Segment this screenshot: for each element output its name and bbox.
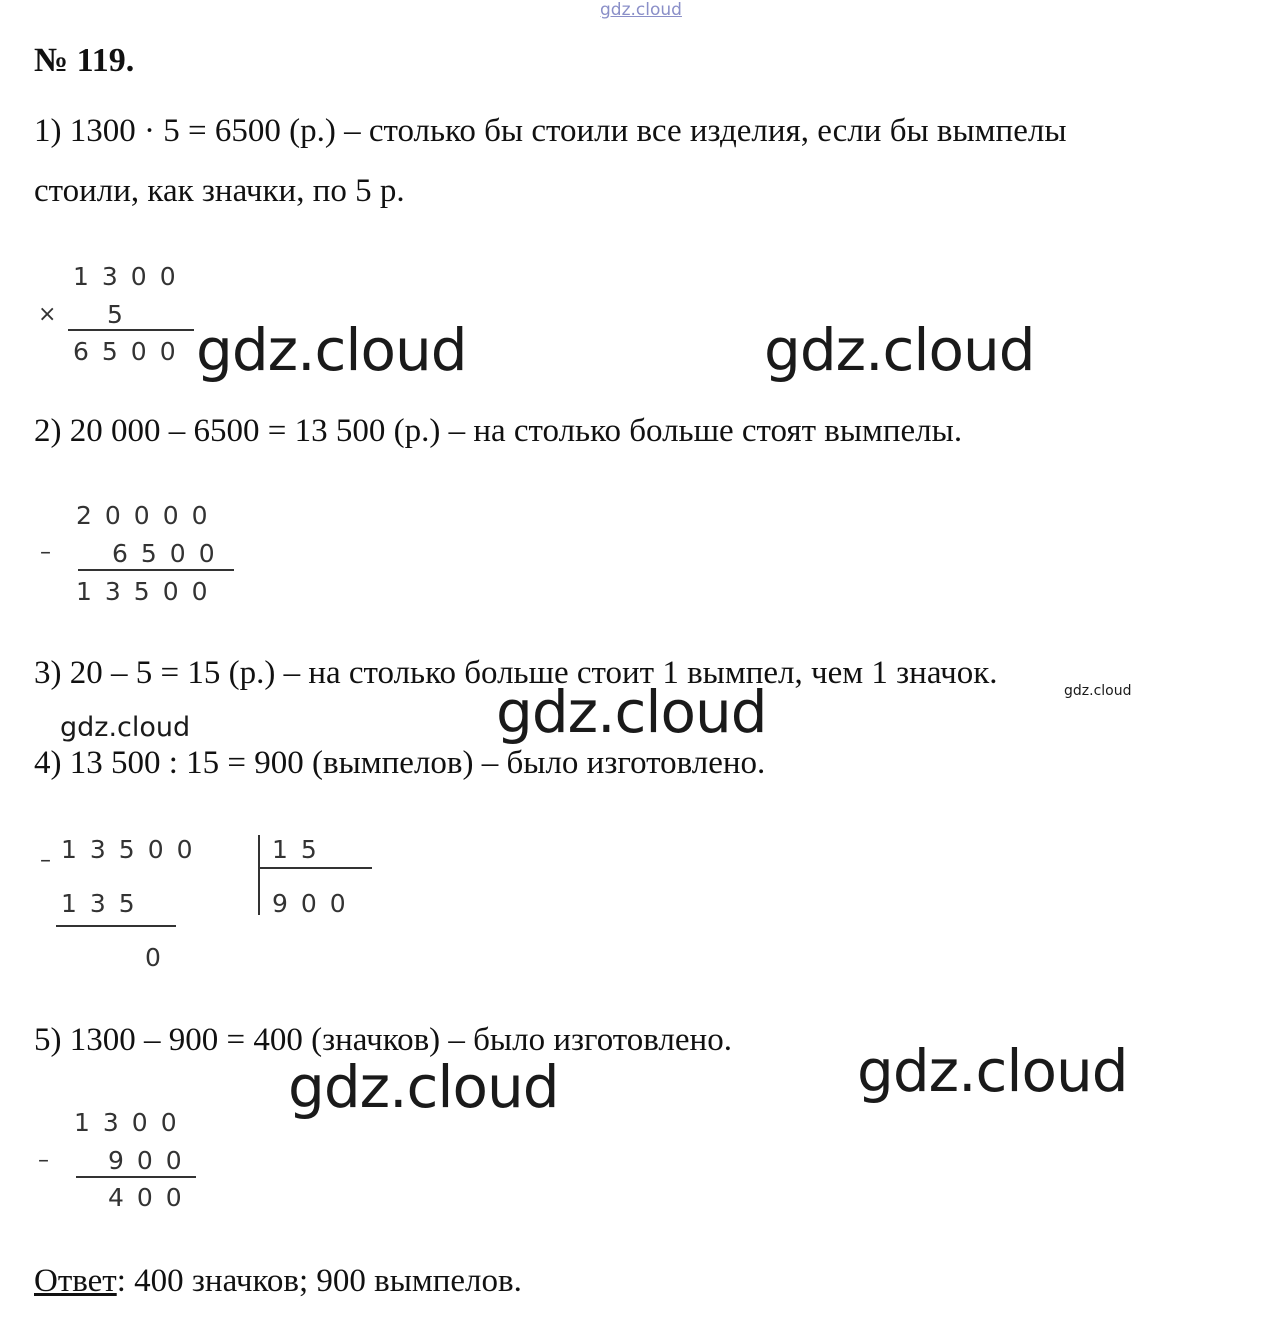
sub1-line xyxy=(78,569,234,571)
sub1-top: 20000 xyxy=(76,501,221,530)
division-quotient: 900 xyxy=(272,889,359,918)
watermark-logo: gdz.cloud xyxy=(496,678,767,746)
division-divisor-line xyxy=(258,867,372,869)
multiply-sign: × xyxy=(38,302,57,327)
site-link[interactable]: gdz.cloud xyxy=(600,0,682,20)
answer-text: : 400 значков; 900 вымпелов. xyxy=(116,1263,522,1299)
step-3-line: 3) 20 – 5 = 15 (р.) – на столько больше стоит 1 вымпел, чем 1 значок. xyxy=(34,655,998,691)
division-remainder: 0 xyxy=(145,943,174,972)
problem-title: № 119. xyxy=(34,42,135,79)
sub2-top: 1300 xyxy=(74,1108,190,1137)
mult-top: 1300 xyxy=(73,262,189,291)
minus-sign: – xyxy=(40,540,51,565)
mult-line xyxy=(68,329,194,331)
mult-bottom: 5 xyxy=(107,300,136,329)
step-5-line: 5) 1300 – 900 = 400 (значков) – было изготовлено. xyxy=(34,1022,732,1058)
division-minus-sign: – xyxy=(40,848,51,873)
sub2-bottom: 900 xyxy=(108,1146,195,1175)
step-2-line: 2) 20 000 – 6500 = 13 500 (р.) – на столько больше стоят вымпелы. xyxy=(34,413,963,449)
sub2-result: 400 xyxy=(108,1183,195,1212)
step-1-line-2: стоили, как значки, по 5 р. xyxy=(34,173,405,209)
sub1-result: 13500 xyxy=(76,577,221,606)
watermark-logo: gdz.cloud xyxy=(1064,683,1132,699)
division-vertical-line xyxy=(258,835,260,915)
answer-label: Ответ xyxy=(34,1263,117,1299)
sub1-bottom: 6500 xyxy=(112,539,228,568)
watermark-logo: gdz.cloud xyxy=(764,316,1035,384)
watermark-logo: gdz.cloud xyxy=(857,1037,1128,1105)
mult-result: 6500 xyxy=(73,337,189,366)
watermark-logo: gdz.cloud xyxy=(60,712,191,743)
step-4-line: 4) 13 500 : 15 = 900 (вымпелов) – было изготовлено. xyxy=(34,745,766,781)
answer-line xyxy=(34,1263,522,1300)
division-dividend: 13500 xyxy=(61,835,206,864)
step-1-line-1: 1) 1300 · 5 = 6500 (р.) – столько бы стоили все изделия, если бы вымпелы xyxy=(34,113,1067,149)
watermark-logo: gdz.cloud xyxy=(288,1053,559,1121)
watermark-logo: gdz.cloud xyxy=(196,316,467,384)
minus-sign: – xyxy=(38,1148,49,1173)
division-divisor: 15 xyxy=(272,835,330,864)
division-partial-line xyxy=(56,925,176,927)
sub2-line xyxy=(76,1176,196,1178)
division-partial: 135 xyxy=(61,889,148,918)
